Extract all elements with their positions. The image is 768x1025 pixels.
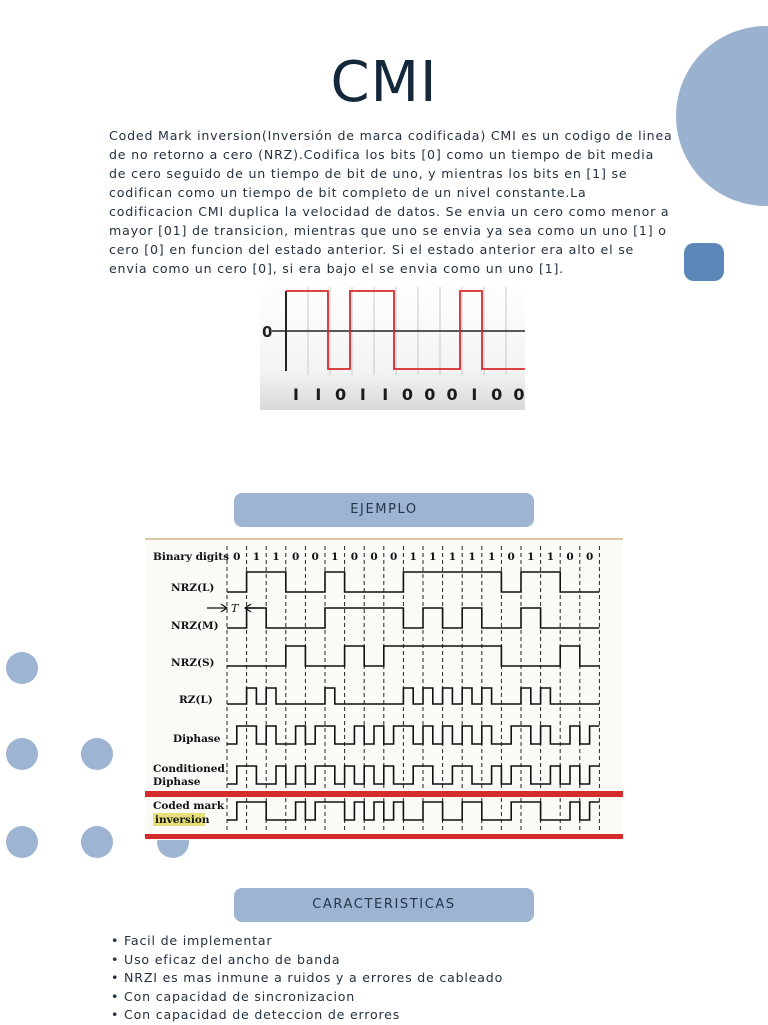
highlight-bar-bottom xyxy=(145,834,623,839)
row-label-binary-digits: Binary digits xyxy=(153,551,230,563)
row-label-nrz-m: NRZ(M) xyxy=(171,620,219,632)
bit-value: 0 xyxy=(311,551,319,563)
bit-label: 0 xyxy=(401,385,414,404)
bit-value: 1 xyxy=(487,551,496,563)
bit-label: 0 xyxy=(335,385,347,404)
list-item: • Con capacidad de sincronizacion xyxy=(111,988,503,1007)
list-item: • NRZI es mas inmune a ruidos y a errores de cableado xyxy=(111,969,503,988)
bit-value: 1 xyxy=(409,551,417,563)
bit-value: 0 xyxy=(507,551,515,563)
list-item: • Con capacidad de deteccion de errores xyxy=(111,1006,503,1025)
row-label-conditioned-diphase: Diphase xyxy=(153,776,201,788)
line-codes-comparison-figure xyxy=(145,538,623,840)
bit-label: 0 xyxy=(424,385,436,404)
decorative-dot xyxy=(81,826,113,858)
bit-value: 0 xyxy=(233,551,241,563)
period-label: T xyxy=(231,602,239,615)
row-label-nrz-s: NRZ(S) xyxy=(171,657,215,669)
bit-value: 1 xyxy=(448,551,457,563)
bit-label: I xyxy=(471,385,478,404)
row-label-diphase: Diphase xyxy=(173,733,221,745)
example-heading: EJEMPLO xyxy=(234,493,534,527)
bit-label: 0 xyxy=(491,385,503,404)
bit-value: 1 xyxy=(527,551,535,563)
bit-label: 0 xyxy=(446,385,458,404)
bit-value: 1 xyxy=(272,551,280,563)
bit-value: 0 xyxy=(350,551,359,563)
list-item: • Facil de implementar xyxy=(111,932,503,951)
row-label-conditioned: Conditioned xyxy=(153,763,225,775)
features-list xyxy=(111,932,503,1025)
bit-value: 1 xyxy=(252,551,261,563)
zero-level-label: 0 xyxy=(262,323,273,341)
bit-value: 0 xyxy=(389,551,398,563)
bit-value: 1 xyxy=(429,551,437,563)
row-label-rz-l: RZ(L) xyxy=(179,694,213,706)
highlight-bar-top xyxy=(145,791,623,797)
list-item: • Uso eficaz del ancho de banda xyxy=(111,951,503,970)
intro-paragraph: Coded Mark inversion(Inversión de marca codificada) CMI es un codigo de linea de no retorno a cero (NRZ).Codifica los bits [0] como un tiempo de bit media de cero seguido de un tiempo de bit de uno, y mientras los bits en [1] se codifican como un tiempo de bit completo de un nivel constante.La codificacion CMI duplica la velocidad de datos. Se envia un cero como menor a mayor [01] de transicion, mientras que uno se envia ya sea como un uno [1] o cero [0] en funcion del estado anterior. Si el estado anterior era alto el se envia como un cero [0], si era bajo el se envia como un uno [1]. xyxy=(109,128,673,276)
bit-label: I xyxy=(359,385,366,404)
page-title: CMI xyxy=(330,50,438,115)
decorative-dot xyxy=(6,738,38,770)
bit-value: 1 xyxy=(468,551,476,563)
bit-value: 0 xyxy=(291,551,300,563)
row-label-inversion: inversion xyxy=(155,814,210,826)
bit-value: 0 xyxy=(585,551,594,563)
row-label-nrz-l: NRZ(L) xyxy=(171,582,215,594)
bit-label: 0 xyxy=(513,385,525,404)
bit-value: 0 xyxy=(566,551,574,563)
row-label-coded-mark: Coded mark xyxy=(153,800,225,812)
decorative-dot xyxy=(6,652,38,684)
bit-value: 1 xyxy=(546,551,555,563)
cmi-waveform-figure xyxy=(260,283,525,410)
features-heading: CARACTERISTICAS xyxy=(234,888,534,922)
bit-value: 0 xyxy=(370,551,378,563)
bit-label: I xyxy=(315,385,322,404)
decorative-square xyxy=(684,243,724,281)
bit-value: 1 xyxy=(331,551,339,563)
decorative-dot xyxy=(6,826,38,858)
decorative-dot xyxy=(81,738,113,770)
bit-label: I xyxy=(382,385,389,404)
bit-label: I xyxy=(293,385,299,404)
